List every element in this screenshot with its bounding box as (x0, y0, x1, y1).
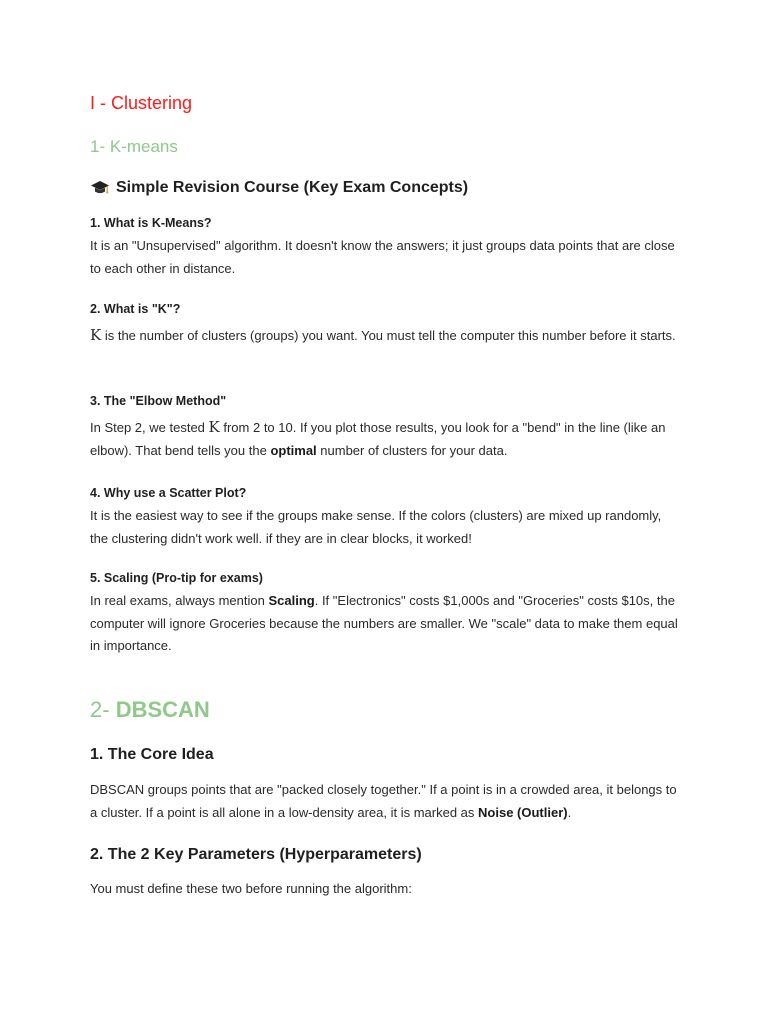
section-heading: I - Clustering (90, 93, 193, 113)
q3-text-a: In Step 2, we tested (90, 420, 209, 435)
q4-title: 4. Why use a Scatter Plot? (90, 486, 247, 500)
q5-text-b: . If "Electronics" costs $1,000s and "Groceries" costs $10s, the computer will ignore Groceries because the numbers are smaller. We "scale" data to make them equal in importance. (90, 593, 678, 653)
dbscan-heading (90, 697, 210, 723)
q3-body (90, 416, 682, 462)
core-bold: Noise (Outlier) (478, 804, 568, 820)
core-idea-heading: 1. The Core Idea (90, 746, 214, 763)
q3-text-c: number of clusters for your data. (316, 442, 508, 458)
k-symbol: K (90, 326, 102, 344)
k-symbol: K (208, 418, 220, 436)
dbscan-prefix: 2- (90, 697, 116, 722)
q2-title: 2. What is "K"? (90, 302, 181, 316)
q1-body: It is an "Unsupervised" algorithm. It doesn't know the answers; it just groups data points that are close to each other in distance. (90, 238, 675, 276)
dbscan-title: DBSCAN (115, 697, 210, 722)
core-text-b: . (567, 804, 572, 820)
q5-bold: Scaling (268, 593, 315, 608)
q3-bold: optimal (270, 442, 317, 458)
core-idea-body (90, 779, 682, 824)
parameters-body: You must define these two before running the algorithm: (90, 881, 412, 896)
course-heading (90, 179, 468, 197)
q5-body (90, 590, 682, 658)
course-title: Simple Revision Course (Key Exam Concepts) (116, 179, 469, 196)
q2-body (90, 324, 682, 348)
q3-title: 3. The "Elbow Method" (90, 394, 227, 408)
graduation-cap-icon (90, 179, 110, 197)
core-text-a: DBSCAN groups points that are "packed closely together." If a point is in a crowded area, it belongs to a cluster. If a point is all alone in a low-density area, it is marked as (90, 782, 677, 820)
parameters-heading: 2. The 2 Key Parameters (Hyperparameters) (90, 846, 422, 863)
q2-text: is the number of clusters (groups) you want. You must tell the computer this number before it starts. (101, 328, 676, 343)
kmeans-heading: 1- K-means (90, 137, 178, 156)
q3-text-b: from 2 to 10. If you plot those results, you look for a "bend" in the line (like an elbow). That bend tells you the (90, 420, 666, 458)
q1-title: 1. What is K-Means? (90, 216, 212, 230)
q4-body: It is the easiest way to see if the groups make sense. If the colors (clusters) are mixed up randomly, the clustering didn't work well. if they are in clear blocks, it worked! (90, 508, 662, 546)
q5-text-a: In real exams, always mention (90, 593, 269, 608)
q5-title: 5. Scaling (Pro-tip for exams) (90, 571, 263, 585)
